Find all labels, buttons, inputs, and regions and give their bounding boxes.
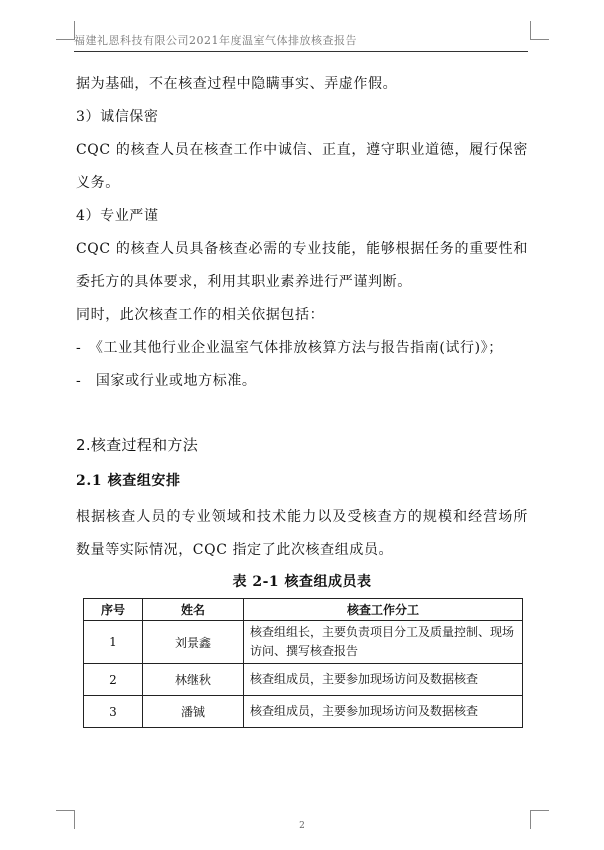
paragraph-line: 委托方的具体要求，利用其职业素养进行严谨判断。 [76, 274, 412, 290]
column-header: 核查工作分工 [244, 599, 523, 621]
cell-duty: 核查组成员，主要参加现场访问及数据核查 [244, 696, 523, 728]
cell-name: 潘铖 [143, 696, 244, 728]
subheading-professional: 4）专业严谨 [76, 208, 159, 224]
paragraph-line: CQC 的核查人员具备核查必需的专业技能，能够根据任务的重要性和 [76, 241, 528, 257]
table-header-row [84, 599, 523, 621]
table-row [84, 696, 523, 728]
paragraph-line: 据为基础，不在核查过程中隐瞒事实、弄虚作假。 [76, 76, 398, 92]
paragraph-line: 数量等实际情况，CQC 指定了此次核查组成员。 [76, 542, 394, 558]
paragraph-line: 根据核查人员的专业领域和技术能力以及受核查方的规模和经营场所 [76, 509, 528, 525]
table-row [84, 621, 523, 664]
column-header: 姓名 [143, 599, 244, 621]
paragraph-line: CQC 的核查人员在核查工作中诚信、正直，遵守职业道德，履行保密 [76, 142, 528, 158]
cell-duty: 核查组成员，主要参加现场访问及数据核查 [244, 664, 523, 696]
bullet-item: - 国家或行业或地方标准。 [76, 373, 257, 389]
cell-number: 1 [84, 621, 143, 664]
cell-number: 2 [84, 664, 143, 696]
cell-duty: 核查组组长，主要负责项目分工及质量控制、现场访问、撰写核查报告 [244, 621, 523, 664]
paragraph-line: 义务。 [76, 175, 120, 191]
crop-mark-top-right [530, 21, 549, 40]
cell-name: 刘景鑫 [143, 621, 244, 664]
column-header: 序号 [84, 599, 143, 621]
subsection-heading: 2.1 核查组安排 [76, 473, 181, 489]
section-heading: 2.核查过程和方法 [76, 436, 199, 454]
table-row [84, 664, 523, 696]
table-caption: 表 2-1 核查组成员表 [232, 574, 372, 590]
subheading-honesty: 3）诚信保密 [76, 109, 159, 125]
bullet-item: - 《工业其他行业企业温室气体排放核算方法与报告指南(试行)》； [76, 340, 503, 356]
crop-mark-top-left [56, 21, 75, 40]
page-header: 福建礼恩科技有限公司2021年度温室气体排放核查报告 [74, 32, 528, 52]
cell-number: 3 [84, 696, 143, 728]
cell-name: 林继秋 [143, 664, 244, 696]
members-table [83, 598, 523, 728]
page-number: 2 [299, 821, 305, 831]
paragraph-line: 同时，此次核查工作的相关依据包括： [76, 307, 325, 323]
